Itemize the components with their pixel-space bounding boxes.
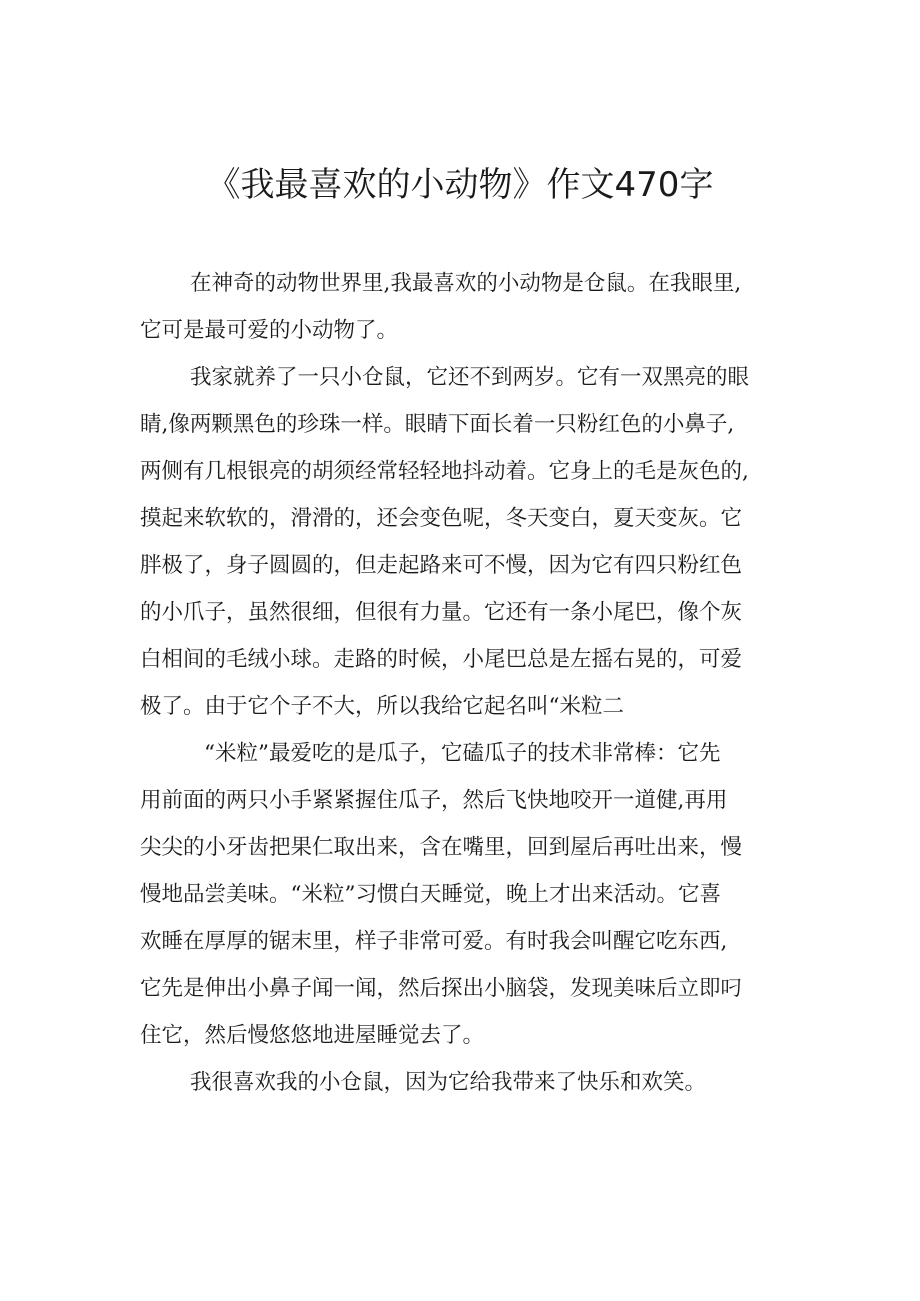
paragraph-line: 睛,像两颗黑色的珍珠一样。眼睛下面长着一只粉红色的小鼻子, — [140, 412, 735, 437]
paragraph-line: 在神奇的动物世界里,我最喜欢的小动物是仓鼠。在我眼里, — [190, 271, 742, 296]
paragraph-line: 胖极了，身子圆圆的，但走起路来可不慢，因为它有四只粉红色 — [140, 553, 743, 578]
paragraph-line: 住它，然后慢悠悠地进屋睡觉去了。 — [140, 1023, 485, 1048]
paragraph-line: 它可是最可爱的小动物了。 — [140, 318, 399, 343]
paragraph-line: 用前面的两只小手紧紧握住瓜子，然后飞快地咬开一道健,再用 — [140, 788, 728, 813]
paragraph — [140, 260, 790, 354]
paragraph — [140, 354, 790, 730]
paragraph-line: 它先是伸出小鼻子闻一闻，然后探出小脑袋，发现美味后立即叼 — [140, 976, 743, 1001]
paragraph-line: 极了。由于它个子不大，所以我给它起名叫“米粒二 — [140, 694, 624, 719]
paragraph-line: 慢地品尝美味。“米粒”习惯白天睡觉，晚上才出来活动。它喜 — [140, 882, 721, 907]
document-body — [140, 260, 790, 1106]
paragraph-line: “米粒”最爱吃的是瓜子，它磕瓜子的技术非常棒：它先 — [204, 741, 721, 766]
paragraph — [140, 730, 790, 1059]
paragraph-line: 两侧有几根银亮的胡须经常轻轻地抖动着。它身上的毛是灰色的, — [140, 459, 749, 484]
paragraph-line: 欢睡在厚厚的锯末里，样子非常可爱。有时我会叫醒它吃东西, — [140, 929, 728, 954]
paragraph-line: 摸起来软软的，滑滑的，还会变色呢，冬天变白，夏天变灰。它 — [140, 506, 743, 531]
paragraph-line: 的小爪子，虽然很细，但很有力量。它还有一条小尾巴，像个灰 — [140, 600, 743, 625]
paragraph — [140, 1059, 790, 1106]
paragraph-line: 尖尖的小牙齿把果仁取出来，含在嘴里，回到屋后再吐出来，慢 — [140, 835, 743, 860]
paragraph-line: 我很喜欢我的小仓鼠，因为它给我带来了快乐和欢笑。 — [190, 1070, 707, 1095]
document-title: 《我最喜欢的小动物》作文470字 — [206, 165, 714, 205]
paragraph-line: 我家就养了一只小仓鼠，它还不到两岁。它有一双黑亮的眼 — [190, 365, 750, 390]
paragraph-line: 白相间的毛绒小球。走路的时候，小尾巴总是左摇右晃的，可爱 — [140, 647, 743, 672]
